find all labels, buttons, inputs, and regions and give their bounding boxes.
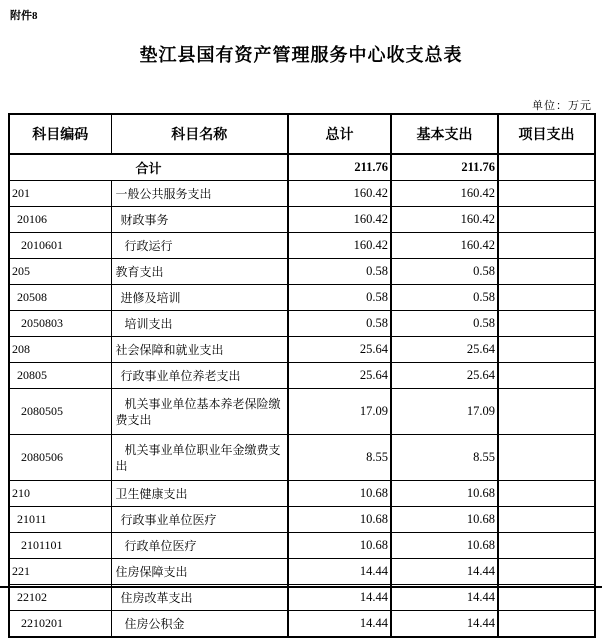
total-value: 14.44 (288, 559, 391, 585)
basic-expenditure-value: 25.64 (391, 337, 498, 363)
column-header-basic: 基本支出 (391, 114, 498, 154)
total-value: 0.58 (288, 259, 391, 285)
subject-code: 208 (9, 337, 111, 363)
unit-note: 单位：万元 (532, 100, 592, 112)
subject-name: 住房保障支出 (111, 559, 288, 585)
project-expenditure-value (498, 585, 595, 611)
grand-total-row (9, 154, 595, 181)
project-expenditure-value (498, 507, 595, 533)
total-value: 17.09 (288, 389, 391, 435)
total-value: 10.68 (288, 481, 391, 507)
subject-name: 住房公积金 (111, 611, 288, 638)
table-row (9, 259, 595, 285)
subject-name: 住房改革支出 (111, 585, 288, 611)
budget-summary-table (8, 113, 596, 638)
subject-name: 行政单位医疗 (111, 533, 288, 559)
project-expenditure-value (498, 559, 595, 585)
project-expenditure-value (498, 181, 595, 207)
project-expenditure-value (498, 259, 595, 285)
subject-code: 20805 (9, 363, 111, 389)
subject-code: 22102 (9, 585, 111, 611)
total-value: 25.64 (288, 337, 391, 363)
basic-expenditure-value: 160.42 (391, 181, 498, 207)
table-row (9, 207, 595, 233)
subject-code: 2080506 (9, 435, 111, 481)
project-expenditure-value (498, 611, 595, 638)
table-row (9, 363, 595, 389)
subject-code: 20106 (9, 207, 111, 233)
basic-expenditure-value: 10.68 (391, 533, 498, 559)
subject-name: 一般公共服务支出 (111, 181, 288, 207)
subject-name: 进修及培训 (111, 285, 288, 311)
column-header-name: 科目名称 (111, 114, 288, 154)
basic-expenditure-value: 0.58 (391, 259, 498, 285)
table-header-row (9, 114, 595, 154)
column-header-code: 科目编码 (9, 114, 111, 154)
attachment-label: 附件8 (10, 10, 38, 22)
subject-code: 205 (9, 259, 111, 285)
project-expenditure-value (498, 337, 595, 363)
table-row (9, 233, 595, 259)
total-value: 160.42 (288, 233, 391, 259)
table-row (9, 285, 595, 311)
total-value: 160.42 (288, 207, 391, 233)
page-title: 垫江县国有资产管理服务中心收支总表 (139, 45, 463, 65)
grand-total-label: 合计 (9, 154, 288, 181)
subject-name: 培训支出 (111, 311, 288, 337)
table-row (9, 559, 595, 585)
table-row (9, 507, 595, 533)
basic-expenditure-value: 160.42 (391, 233, 498, 259)
project-expenditure-value (498, 233, 595, 259)
project-expenditure-value (498, 363, 595, 389)
subject-code: 20508 (9, 285, 111, 311)
subject-name: 行政运行 (111, 233, 288, 259)
subject-code: 2050803 (9, 311, 111, 337)
total-value: 211.76 (288, 154, 391, 181)
subject-name: 机关事业单位职业年金缴费支出 (111, 435, 288, 481)
project-expenditure-value (498, 154, 595, 181)
basic-expenditure-value: 14.44 (391, 559, 498, 585)
subject-name: 卫生健康支出 (111, 481, 288, 507)
table-row (9, 311, 595, 337)
subject-name: 行政事业单位医疗 (111, 507, 288, 533)
column-header-total: 总计 (288, 114, 391, 154)
basic-expenditure-value: 25.64 (391, 363, 498, 389)
basic-expenditure-value: 0.58 (391, 285, 498, 311)
total-value: 14.44 (288, 611, 391, 638)
basic-expenditure-value: 160.42 (391, 207, 498, 233)
total-value: 25.64 (288, 363, 391, 389)
subject-code: 201 (9, 181, 111, 207)
subject-name: 财政事务 (111, 207, 288, 233)
total-value: 10.68 (288, 533, 391, 559)
subject-code: 2101101 (9, 533, 111, 559)
subject-code: 210 (9, 481, 111, 507)
total-value: 14.44 (288, 585, 391, 611)
table-row (9, 585, 595, 611)
total-value: 10.68 (288, 507, 391, 533)
total-value: 0.58 (288, 311, 391, 337)
subject-code: 2210201 (9, 611, 111, 638)
table-row (9, 481, 595, 507)
subject-code: 2080505 (9, 389, 111, 435)
table-row (9, 611, 595, 638)
subject-name: 教育支出 (111, 259, 288, 285)
basic-expenditure-value: 0.58 (391, 311, 498, 337)
project-expenditure-value (498, 389, 595, 435)
basic-expenditure-value: 10.68 (391, 507, 498, 533)
project-expenditure-value (498, 435, 595, 481)
subject-code: 21011 (9, 507, 111, 533)
subject-name: 行政事业单位养老支出 (111, 363, 288, 389)
table-row (9, 337, 595, 363)
basic-expenditure-value: 17.09 (391, 389, 498, 435)
basic-expenditure-value: 14.44 (391, 585, 498, 611)
total-value: 8.55 (288, 435, 391, 481)
project-expenditure-value (498, 285, 595, 311)
project-expenditure-value (498, 481, 595, 507)
subject-name: 社会保障和就业支出 (111, 337, 288, 363)
table-row (9, 533, 595, 559)
basic-expenditure-value: 211.76 (391, 154, 498, 181)
project-expenditure-value (498, 207, 595, 233)
basic-expenditure-value: 10.68 (391, 481, 498, 507)
subject-code: 2010601 (9, 233, 111, 259)
subject-code: 221 (9, 559, 111, 585)
basic-expenditure-value: 14.44 (391, 611, 498, 638)
subject-name: 机关事业单位基本养老保险缴费支出 (111, 389, 288, 435)
table-row (9, 389, 595, 435)
project-expenditure-value (498, 311, 595, 337)
total-value: 0.58 (288, 285, 391, 311)
page-bottom-rule (0, 586, 602, 588)
basic-expenditure-value: 8.55 (391, 435, 498, 481)
table-row (9, 181, 595, 207)
table-row (9, 435, 595, 481)
total-value: 160.42 (288, 181, 391, 207)
project-expenditure-value (498, 533, 595, 559)
column-header-project: 项目支出 (498, 114, 595, 154)
